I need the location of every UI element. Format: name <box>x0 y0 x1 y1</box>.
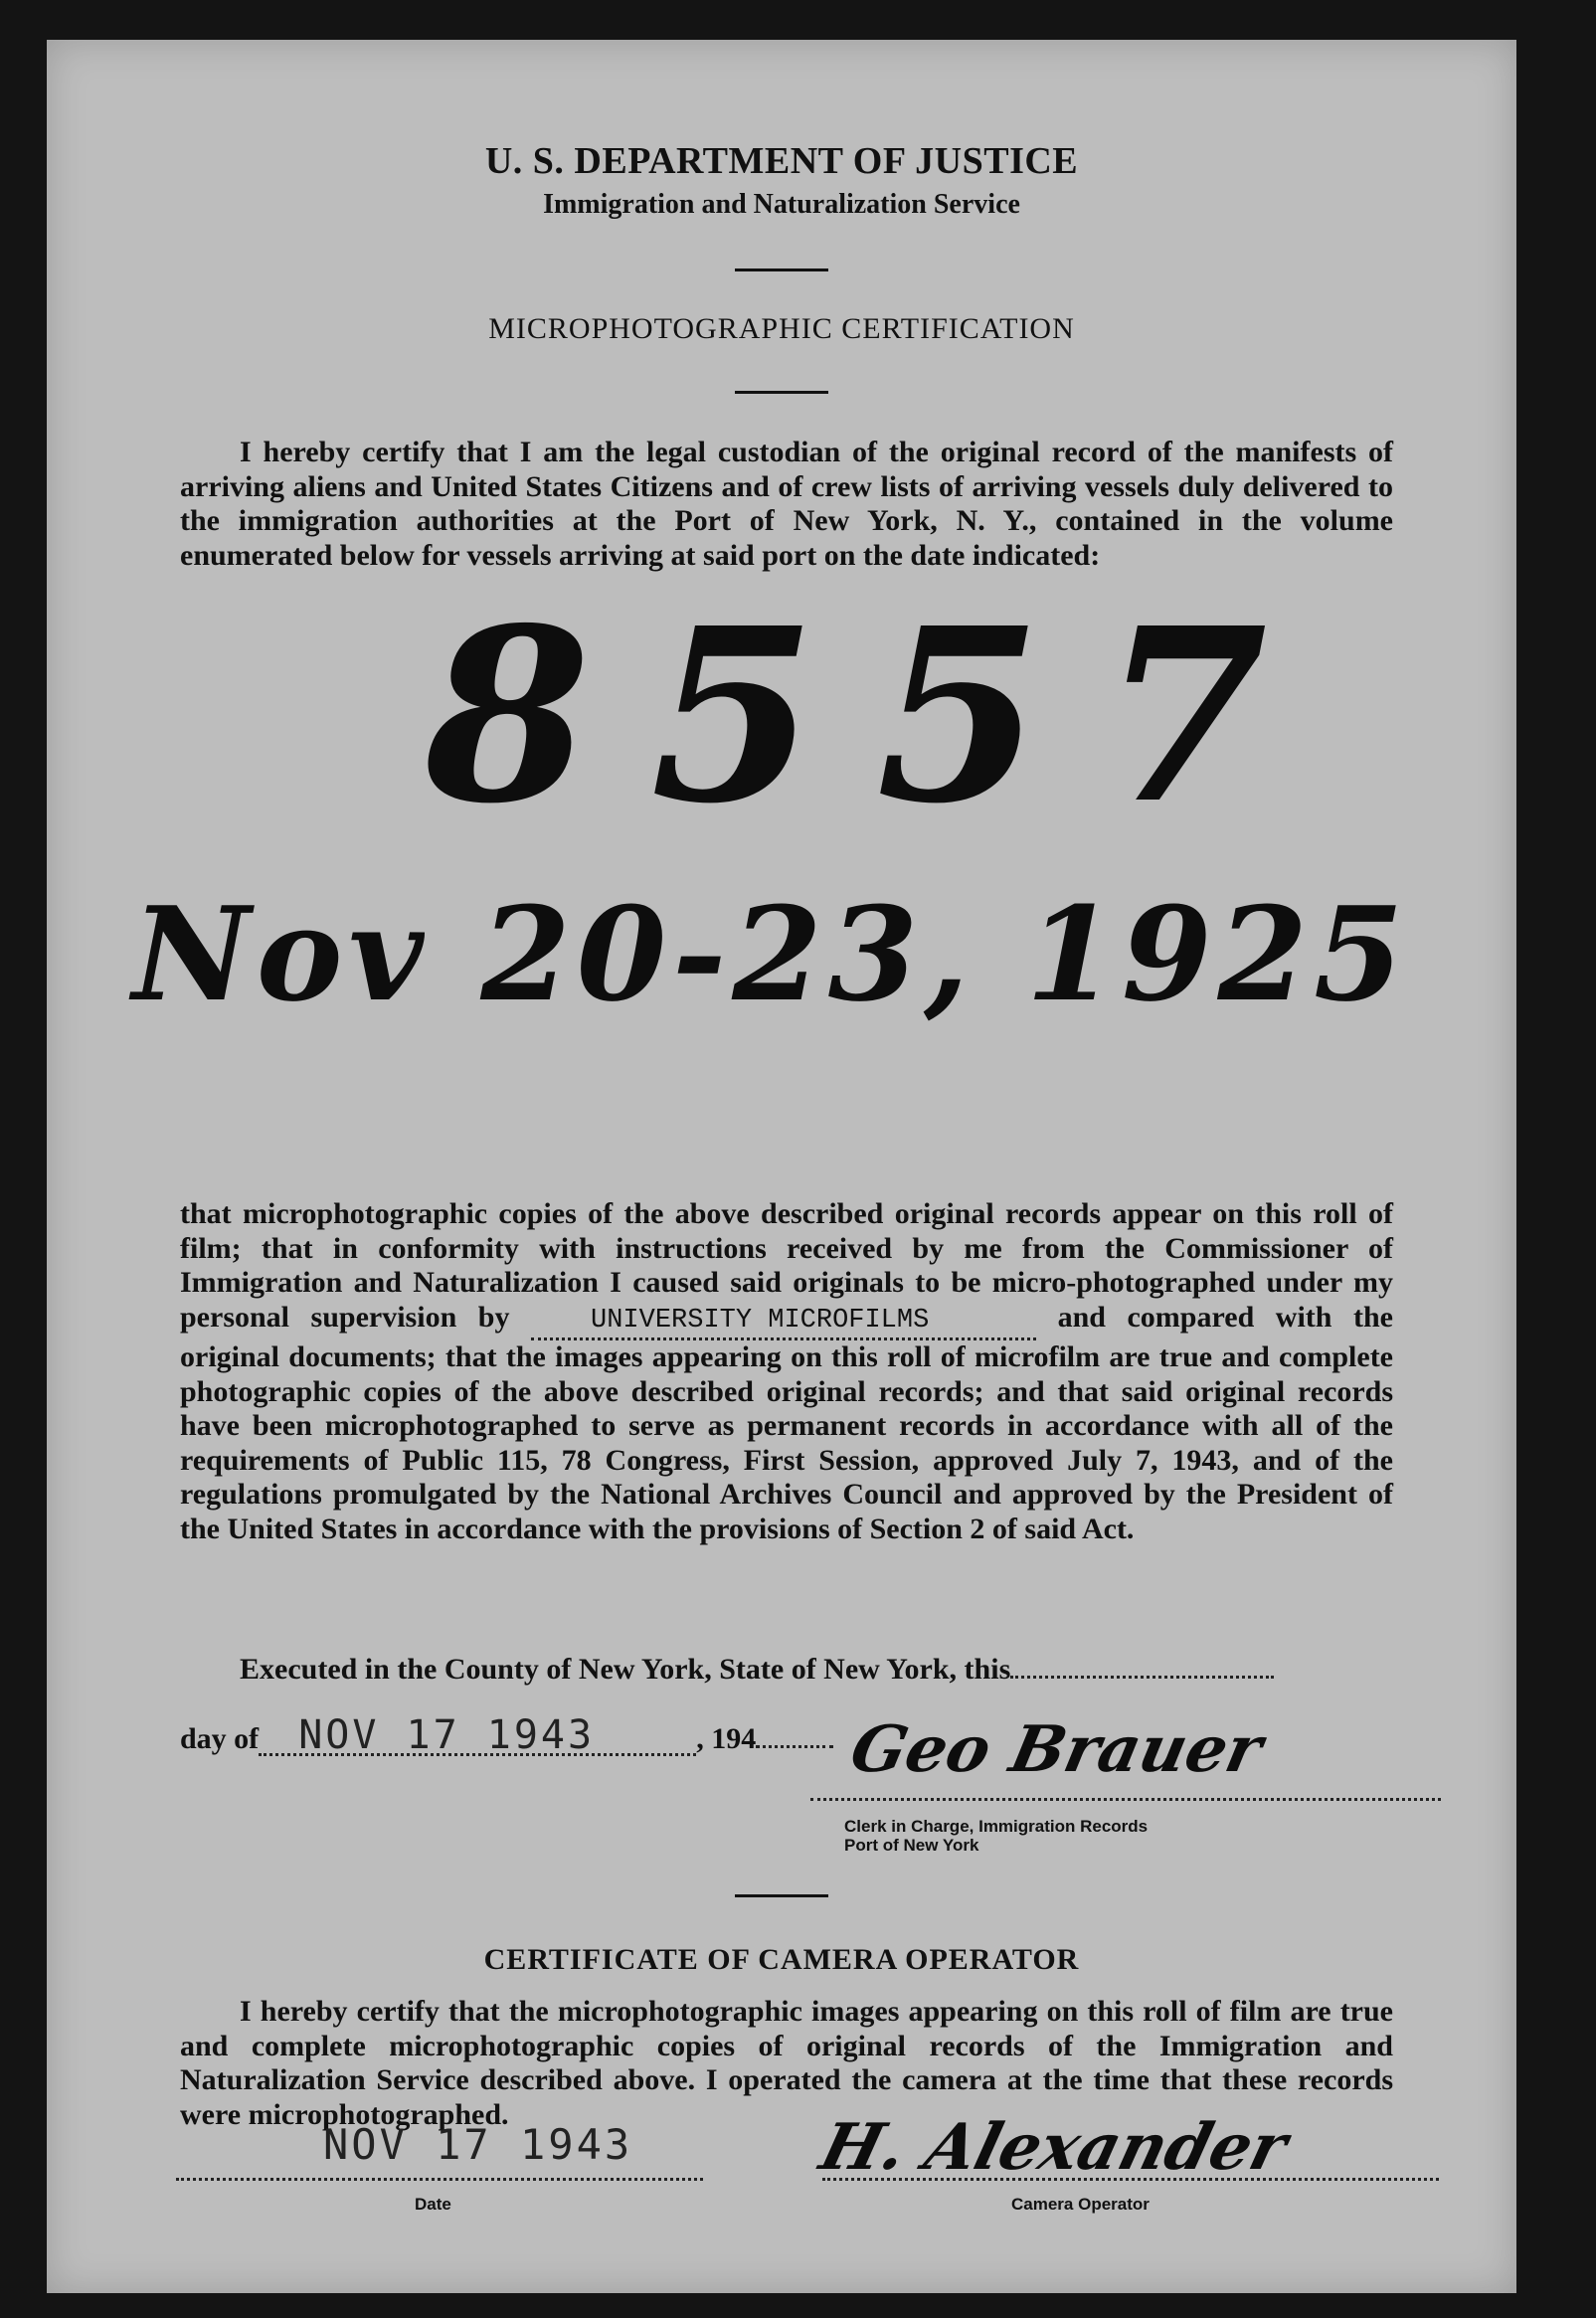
department-heading: U. S. DEPARTMENT OF JUSTICE <box>484 140 1079 182</box>
divider <box>735 391 828 394</box>
executed-line <box>180 1653 1393 1688</box>
date-line <box>176 2178 703 2181</box>
camera-operator-label: Camera Operator <box>1011 2195 1150 2214</box>
divider <box>735 1894 828 1897</box>
operator-stamped-date: NOV 17 1943 <box>323 2120 633 2169</box>
service-subheading: Immigration and Naturalization Service <box>543 189 1020 220</box>
day-of-label: day of <box>180 1722 260 1755</box>
stamped-date: NOV 17 1943 <box>259 1718 696 1756</box>
certification-intro: I hereby certify that I am the legal custodian of the original record of the manifests of arriving aliens and United States Citizens and of crew lists of arriving vessels duly delivered to the immigration authorities at the Port of New York, N. Y., contained in the volume enumerated below for vessels arriving at said port on the date indicated: <box>180 436 1393 572</box>
operator-signature: H. Alexander <box>812 2110 1295 2185</box>
operator-text: I hereby certify that the microphotographic images appearing on this roll of film are true and complete microphotographic copies of original records of the Immigration and Naturalization Service described above. I operated the camera at the time that these records were microphotographed. <box>180 1995 1393 2131</box>
clerk-signature: Geo Brauer <box>844 1712 1269 1787</box>
signer-title-line1: Clerk in Charge, Immigration Records <box>844 1817 1149 1836</box>
certificate-sheet <box>47 40 1516 2293</box>
signer-title <box>844 1817 1148 1855</box>
handwritten-volume-number: 8557 <box>425 576 1328 856</box>
handwritten-date-range: Nov 20-23, 1925 <box>132 878 1410 1030</box>
executed-text: Executed in the County of New York, State of New York, this <box>240 1653 1011 1686</box>
certification-body <box>180 1197 1393 1546</box>
year-prefix: , 194 <box>696 1722 757 1755</box>
signature-line <box>810 1798 1441 1801</box>
date-label: Date <box>415 2195 451 2214</box>
certification-title: MICROPHOTOGRAPHIC CERTIFICATION <box>488 312 1075 345</box>
divider <box>735 268 828 271</box>
year-blank <box>756 1745 833 1748</box>
day-of-line <box>180 1712 833 1758</box>
certification-body-part1: that microphotographic copies of the above described original records appear on this roll of film; that in conformity with instructions received by me from the Commissioner of Immigration and Naturalization I caused said originals to be micro-photographed under my personal supervision by <box>180 1197 1393 1334</box>
operator-signature-line <box>822 2178 1439 2181</box>
typed-company-name: UNIVERSITY MICROFILMS <box>531 1304 1036 1341</box>
signer-title-line2: Port of New York <box>844 1836 979 1855</box>
day-blank <box>1010 1676 1274 1679</box>
operator-title: CERTIFICATE OF CAMERA OPERATOR <box>483 1943 1080 1976</box>
certification-body-part2: and compared with the original documents; that the images appearing on this roll of microfilm are true and complete photographic copies of the above described original records; and that said original records have been microphotographed to serve as permanent records in accordance with all of the requirements of Public 115, 78 Congress, First Session, approved July 7, 1943, and of the regulations promulgated by the National Archives Council and approved by the President of the United States in accordance with the provisions of Section 2 of said Act. <box>180 1300 1393 1545</box>
